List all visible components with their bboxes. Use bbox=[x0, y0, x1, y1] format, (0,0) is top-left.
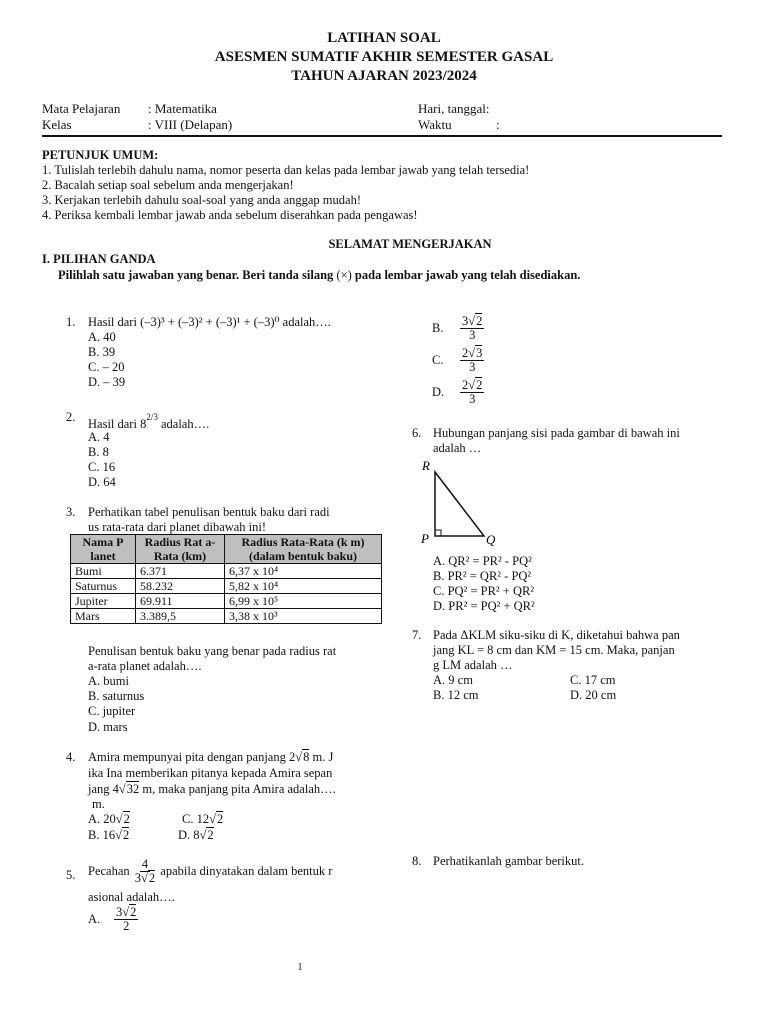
option-d: D. 64 bbox=[88, 475, 116, 489]
option-a: A. 40 bbox=[88, 330, 116, 344]
section-title: I. PILIHAN GANDA bbox=[42, 252, 156, 266]
table-header: Nama P lanet bbox=[71, 535, 136, 564]
option-d: D. $\frac{2√2}{3}$ bbox=[432, 378, 483, 406]
question-text: Hasil dari (–3)³ + (–3)² + (–3)¹ + (–3)⁰ adalah…. bbox=[88, 315, 331, 329]
question-text: Pada ΔKLM siku-siku di K, diketahui bahwa pan bbox=[433, 628, 680, 642]
option-b: B. $\frac{3√2}{3}$ bbox=[432, 314, 483, 342]
question-text: asional adalah…. bbox=[88, 890, 175, 904]
table-cell: Jupiter bbox=[71, 594, 136, 609]
option-a: A. $\frac{3√2}{2}$ bbox=[88, 905, 137, 933]
question-text: jang 4√32 m, maka panjang pita Amira adalah…. bbox=[88, 782, 336, 796]
instruction-item: 1. Tulislah terlebih dahulu nama, nomor peserta dan kelas pada lembar jawab yang telah tersedia! bbox=[42, 163, 530, 177]
question-number: 8. bbox=[412, 854, 422, 868]
table-header: Radius Rat a-Rata (km) bbox=[136, 535, 225, 564]
question-text: jang KL = 8 cm dan KM = 15 cm. Maka, panjan bbox=[433, 643, 675, 657]
option-b: B. 39 bbox=[88, 345, 116, 359]
question-text: Amira mempunyai pita dengan panjang 2√8 m. J bbox=[88, 750, 334, 764]
option-c: C. 12√2 bbox=[182, 812, 224, 826]
question-text: Hubungan panjang sisi pada gambar di bawah ini bbox=[433, 426, 680, 440]
question-number: 2. bbox=[66, 410, 76, 424]
greeting: SELAMAT MENGERJAKAN bbox=[328, 237, 492, 251]
table-cell: 5,82 x 10⁴ bbox=[225, 579, 382, 594]
instructions-title: PETUNJUK UMUM: bbox=[42, 148, 159, 162]
option-b: B. 16√2 bbox=[88, 828, 130, 842]
question-text: adalah … bbox=[433, 441, 482, 455]
subject-label: Mata Pelajaran bbox=[42, 101, 121, 116]
question-text: Perhatikanlah gambar berikut. bbox=[433, 854, 584, 868]
question-number: 7. bbox=[412, 628, 422, 642]
instruction-item: 4. Periksa kembali lembar jawab anda sebelum diserahkan pada pengawas! bbox=[42, 208, 418, 222]
page-number: 1 bbox=[297, 962, 303, 973]
table-row bbox=[71, 594, 382, 609]
class-label: Kelas bbox=[42, 117, 72, 132]
fraction: $\frac{4}{3√2}$ bbox=[134, 857, 156, 885]
instruction-item: 3. Kerjakan terlebih dahulu soal-soal yang anda anggap mudah! bbox=[42, 193, 361, 207]
question-text: Perhatikan tabel penulisan bentuk baku dari radi bbox=[88, 505, 330, 519]
table-cell: 58.232 bbox=[136, 579, 225, 594]
option-c: C. 17 cm bbox=[570, 673, 616, 687]
question-text: us rata-rata dari planet dibawah ini! bbox=[88, 520, 267, 534]
day-label: Hari, tanggal: bbox=[418, 101, 490, 116]
question-text: Pecahan $\frac{4}{3√2}$ apabila dinyatakan dalam bentuk r bbox=[88, 857, 333, 885]
time-colon: : bbox=[496, 117, 500, 132]
table-cell: 6,37 x 10⁴ bbox=[225, 564, 382, 579]
table-cell: Saturnus bbox=[71, 579, 136, 594]
table-cell: Bumi bbox=[71, 564, 136, 579]
planet-table bbox=[70, 534, 382, 624]
table-cell: 3.389,5 bbox=[136, 609, 225, 624]
table-cell: 6,99 x 10⁵ bbox=[225, 594, 382, 609]
option-c: C. – 20 bbox=[88, 360, 125, 374]
table-row bbox=[71, 579, 382, 594]
option-a: A. bumi bbox=[88, 674, 129, 688]
question-number: 3. bbox=[66, 505, 76, 519]
option-b: B. 12 cm bbox=[433, 688, 479, 702]
question-text: ika Ina memberikan pitanya kepada Amira sepan bbox=[88, 766, 333, 780]
option-a: A. QR² = PR² - PQ² bbox=[433, 554, 532, 568]
doc-subtitle: ASESMEN SUMATIF AKHIR SEMESTER GASAL bbox=[214, 49, 554, 65]
vertex-label-q: Q bbox=[486, 532, 496, 547]
instruction-item: 2. Bacalah setiap soal sebelum anda mengerjakan! bbox=[42, 178, 294, 192]
table-header: Radius Rata-Rata (k m) (dalam bentuk baku) bbox=[225, 535, 382, 564]
option-d: D. 8√2 bbox=[178, 828, 214, 842]
vertex-label-p: P bbox=[421, 531, 429, 546]
question-number: 5. bbox=[66, 868, 76, 882]
option-b: B. saturnus bbox=[88, 689, 145, 703]
table-cell: 69.911 bbox=[136, 594, 225, 609]
option-d: D. 20 cm bbox=[570, 688, 617, 702]
subject-value: : Matematika bbox=[148, 101, 217, 116]
section-instruction: Pilihlah satu jawaban yang benar. Beri tanda silang (×) pada lembar jawab yang telah disediakan. bbox=[58, 268, 581, 282]
table-row bbox=[71, 564, 382, 579]
question-text: m. bbox=[92, 797, 105, 811]
option-d: D. – 39 bbox=[88, 375, 126, 389]
question-text: Hasil dari $8^{2/3}$ adalah…. bbox=[88, 412, 210, 431]
vertex-label-r: R bbox=[422, 458, 430, 473]
table-cell: 3,38 x 10³ bbox=[225, 609, 382, 624]
question-text: g LM adalah … bbox=[433, 658, 513, 672]
option-a: A. 20√2 bbox=[88, 812, 130, 826]
right-triangle-diagram bbox=[418, 456, 498, 548]
table-row bbox=[71, 609, 382, 624]
table-cell: Mars bbox=[71, 609, 136, 624]
option-c: C. PQ² = PR² + QR² bbox=[433, 584, 535, 598]
option-b: B. 8 bbox=[88, 445, 109, 459]
option-d: D. PR² = PQ² + QR² bbox=[433, 599, 535, 613]
table-cell: 6.371 bbox=[136, 564, 225, 579]
option-a: A. 9 cm bbox=[433, 673, 473, 687]
option-c: C. 16 bbox=[88, 460, 116, 474]
question-text: Penulisan bentuk baku yang benar pada radius rat bbox=[88, 644, 337, 658]
class-value: : VIII (Delapan) bbox=[148, 117, 233, 132]
question-number: 6. bbox=[412, 426, 422, 440]
option-c: C. jupiter bbox=[88, 704, 136, 718]
question-number: 1. bbox=[66, 315, 76, 329]
option-c: C. $\frac{2√3}{3}$ bbox=[432, 346, 483, 374]
time-label: Waktu bbox=[418, 117, 452, 132]
question-text: a-rata planet adalah…. bbox=[88, 659, 202, 673]
doc-title: LATIHAN SOAL bbox=[327, 30, 441, 46]
option-a: A. 4 bbox=[88, 430, 110, 444]
doc-year: TAHUN AJARAN 2023/2024 bbox=[291, 68, 477, 84]
option-d: D. mars bbox=[88, 720, 128, 734]
option-b: B. PR² = QR² - PQ² bbox=[433, 569, 532, 583]
header-divider bbox=[42, 135, 722, 137]
question-number: 4. bbox=[66, 750, 76, 764]
